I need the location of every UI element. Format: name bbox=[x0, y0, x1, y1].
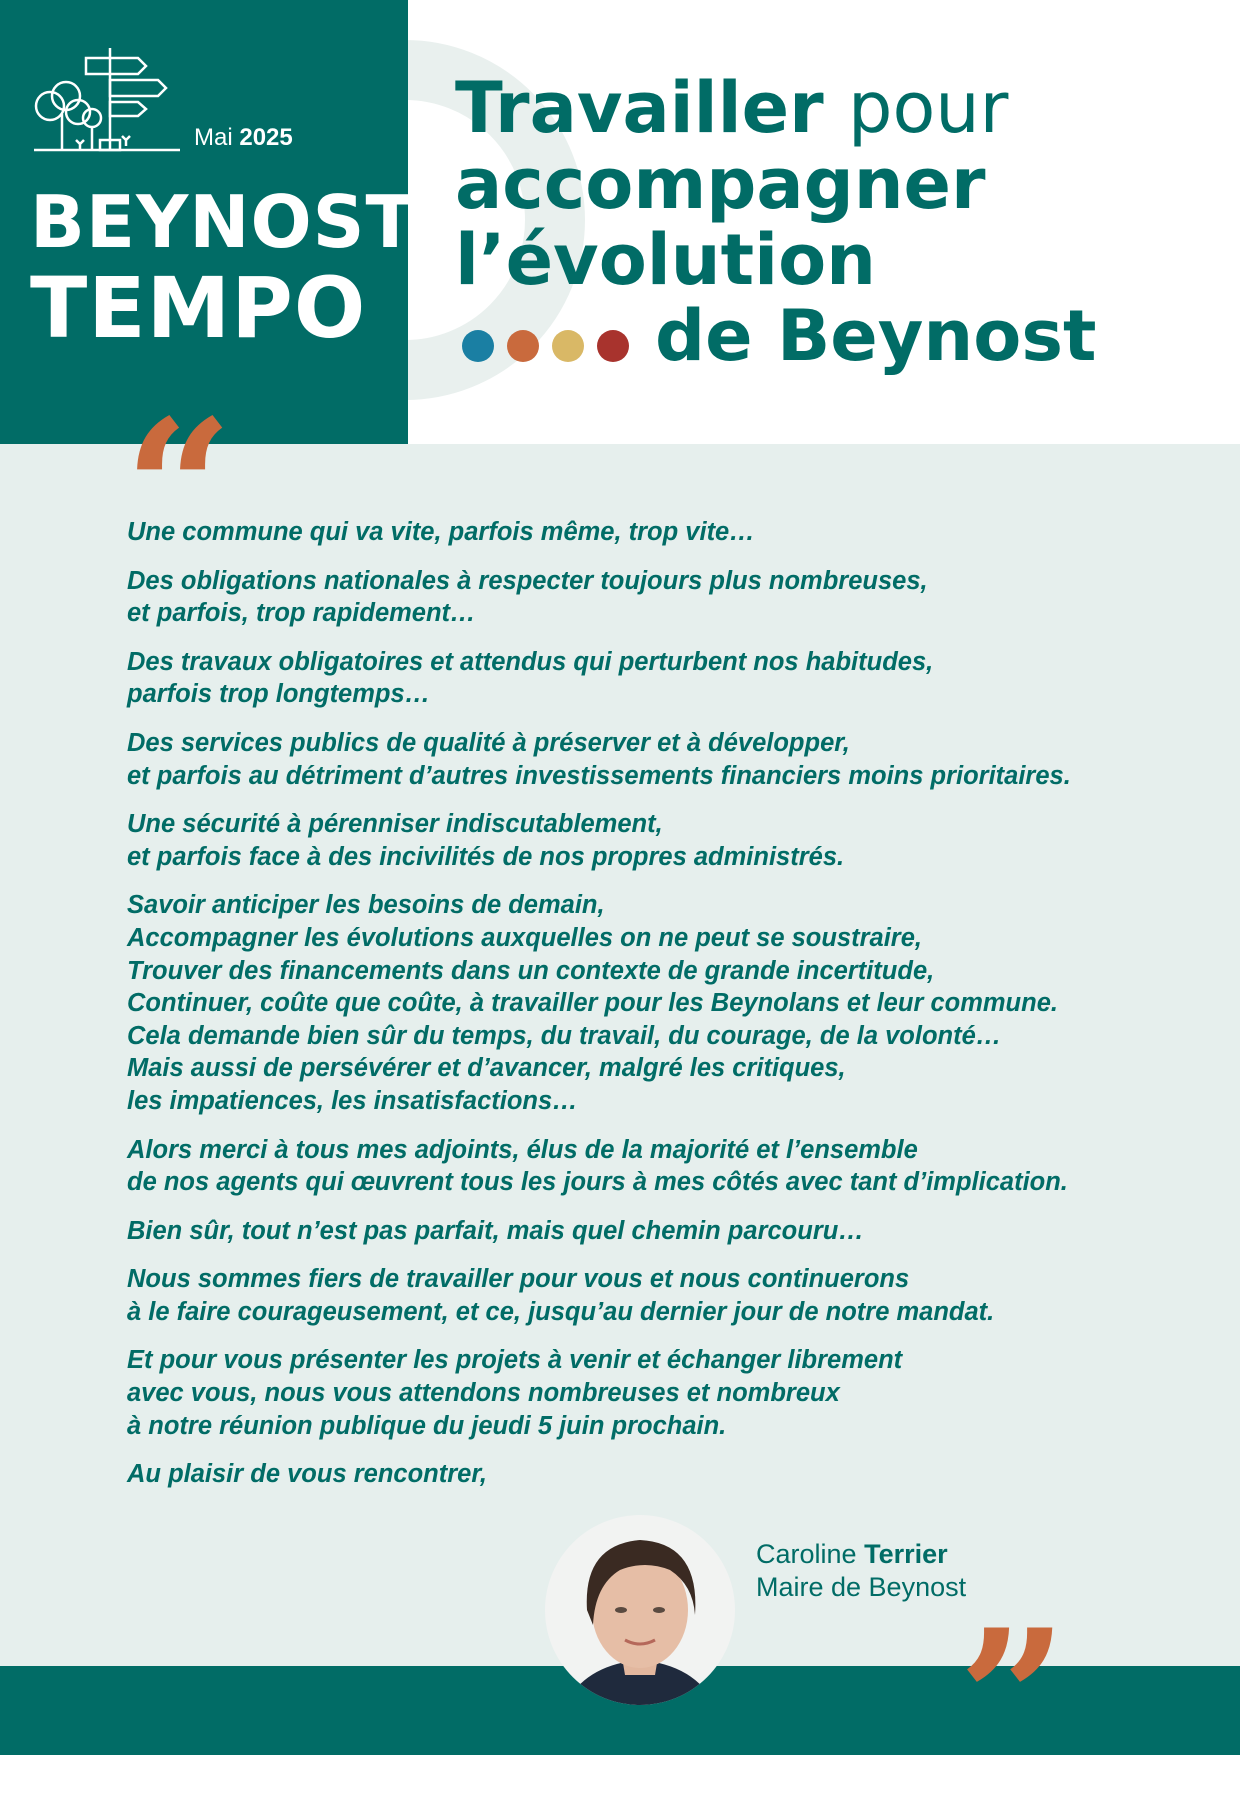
open-quote-icon: “ bbox=[124, 378, 234, 601]
paragraph: Des obligations nationales à respecter toujours plus nombreuses, et parfois, trop rapidement… bbox=[127, 566, 928, 628]
signature-last-name: Terrier bbox=[864, 1539, 948, 1569]
mayor-portrait bbox=[545, 1515, 735, 1705]
issue-year: 2025 bbox=[239, 124, 293, 151]
title-line-3: l’évolution bbox=[455, 219, 876, 301]
paragraph: Savoir anticiper les besoins de demain, Accompagner les évolutions auxquelles on ne peut se soustraire, Trouver des financements dans un contexte de grande incertitude, Continuer, coûte que coûte, à travailler pour les Beynolans et leur commune. Cela demande bien sûr du temps, du travail, du courage, de la volonté… Mais aussi de persévérer et d’avancer, malgré les critiques, les impatiences, les insatisfactions… bbox=[127, 891, 1058, 1115]
dot-red bbox=[597, 330, 629, 362]
signature-title: Maire de Beynost bbox=[756, 1572, 967, 1602]
issue-month: Mai bbox=[194, 124, 233, 151]
close-quote-icon: ” bbox=[958, 1588, 1068, 1811]
dot-blue bbox=[462, 330, 494, 362]
color-dots bbox=[461, 328, 631, 368]
paragraph: Des travaux obligatoires et attendus qui perturbent nos habitudes, parfois trop longtemps… bbox=[127, 647, 934, 709]
paragraph: Et pour vous présenter les projets à venir et échanger librement avec vous, nous vous attendons nombreuses et nombreux à notre réunion publique du jeudi 5 juin prochain. bbox=[127, 1346, 903, 1440]
title-bold-word: Travailler bbox=[455, 67, 824, 149]
paragraph: Une sécurité à pérenniser indiscutablement, et parfois face à des incivilités de nos propres administrés. bbox=[127, 810, 845, 871]
signpost-trees-icon bbox=[34, 44, 184, 154]
brand-line-2: TEMPO bbox=[30, 259, 367, 357]
paragraph: Alors merci à tous mes adjoints, élus de la majorité et l’ensemble de nos agents qui œuvrent tous les jours à mes côtés avec tant d’implication. bbox=[127, 1135, 1068, 1197]
title-line-2: accompagner bbox=[455, 143, 986, 225]
paragraph: Des services publics de qualité à préserver et à développer, et parfois au détriment d’autres investissements financiers moins prioritaires. bbox=[127, 728, 1071, 790]
paragraph: Nous sommes fiers de travailler pour vous et nous continuerons à le faire courageusement, et ce, jusqu’au dernier jour de notre mandat. bbox=[127, 1265, 995, 1326]
title-light-word: pour bbox=[848, 67, 1009, 149]
title-line-4: de Beynost bbox=[655, 295, 1097, 377]
paragraph: Une commune qui va vite, parfois même, trop vite… bbox=[127, 518, 755, 546]
issue-date bbox=[194, 124, 293, 152]
dot-yellow bbox=[552, 330, 584, 362]
editorial-letter bbox=[127, 516, 1127, 1507]
paragraph: Au plaisir de vous rencontrer, bbox=[127, 1460, 487, 1489]
signature bbox=[756, 1538, 966, 1604]
dot-orange bbox=[507, 330, 539, 362]
brand-line-1: BEYNOST bbox=[30, 180, 416, 264]
signature-first-name: Caroline bbox=[756, 1539, 857, 1569]
paragraph: Bien sûr, tout n’est pas parfait, mais quel chemin parcouru… bbox=[127, 1216, 864, 1245]
